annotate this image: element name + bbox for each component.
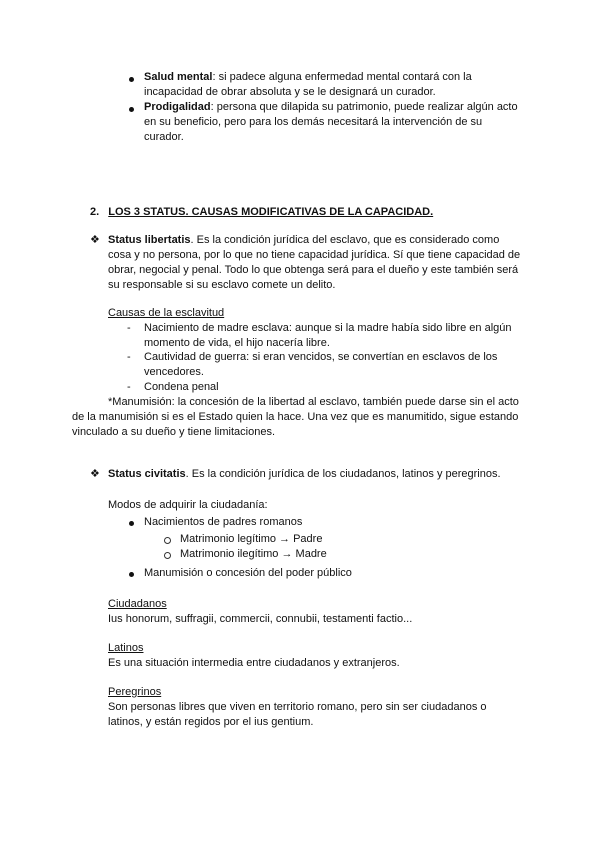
text-line: momento de vida, el hijo nacería libre. xyxy=(144,337,330,349)
text-line: su responsable si su esclavo comete un delito. xyxy=(108,279,336,291)
mode-item: Nacimientos de padres romanos xyxy=(144,516,303,528)
cause-item xyxy=(144,321,512,351)
diamond-bullet-icon: ❖ xyxy=(90,468,100,480)
civitatis-paragraph xyxy=(108,467,501,482)
diamond-bullet-icon: ❖ xyxy=(90,234,100,246)
text-line: vinculado a su dueño y tiene limitaciones. xyxy=(72,426,276,438)
text-line: curador. xyxy=(144,131,184,143)
text-line: Cautividad de guerra: si eran vencidos, se convertían en esclavos de los xyxy=(144,351,498,363)
text-line: . Es la condición jurídica del esclavo, que es considerado como xyxy=(190,234,500,246)
section-number: 2. xyxy=(90,206,100,218)
section-heading xyxy=(90,205,433,220)
section-title: LOS 3 STATUS. CAUSAS MODIFICATIVAS DE LA CAPACIDAD. xyxy=(108,206,434,218)
text-line: *Manumisión: la concesión de la libertad al esclavo, también puede darse sin el acto xyxy=(108,396,519,408)
term: Status civitatis xyxy=(108,468,186,480)
latinos-heading: Latinos xyxy=(108,642,144,654)
bullet-icon xyxy=(129,77,134,82)
text-line: vencedores. xyxy=(144,366,204,378)
bullet-icon xyxy=(129,572,134,577)
mode-item: Manumisión o concesión del poder público xyxy=(144,567,352,579)
text-line: Nacimiento de madre esclava: aunque si la madre había sido libre en algún xyxy=(144,322,512,334)
text-line: cosa y no persona, por lo que no tiene capacidad jurídica. Sí que tiene capacidad de xyxy=(108,249,521,261)
peregrinos-text xyxy=(108,700,487,730)
ring-bullet-icon xyxy=(164,552,171,559)
cause-item xyxy=(144,380,219,395)
text-line: : si padece alguna enfermedad mental contará con la xyxy=(212,71,472,83)
text-line: en su beneficio, pero para los demás necesitará la intervención de su xyxy=(144,116,483,128)
manumision-note xyxy=(72,395,519,440)
text-line: de la manumisión si es el Estado quien la hace. Una vez que es manumitido, sigue estando xyxy=(72,411,519,423)
text-line: . Es la condición jurídica de los ciudadanos, latinos y peregrinos. xyxy=(185,468,501,480)
bullet-icon xyxy=(129,107,134,112)
list-item-prodigalidad xyxy=(144,100,518,145)
modes-heading: Modos de adquirir la ciudadanía: xyxy=(108,499,268,511)
ciudadanos-text: Ius honorum, suffragii, commercii, connubii, testamenti factio... xyxy=(108,613,413,625)
dash-bullet-icon: - xyxy=(127,381,131,393)
dash-bullet-icon: - xyxy=(127,351,131,363)
sub-item: Matrimonio ilegítimo → Madre xyxy=(180,548,327,560)
peregrinos-heading: Peregrinos xyxy=(108,686,162,698)
text-line: Son personas libres que viven en territorio romano, pero sin ser ciudadanos o xyxy=(108,701,487,713)
ring-bullet-icon xyxy=(164,537,171,544)
text-line: Condena penal xyxy=(144,381,219,393)
term: Salud mental xyxy=(144,71,213,83)
bullet-icon xyxy=(129,521,134,526)
cause-item xyxy=(144,350,497,380)
libertatis-paragraph xyxy=(108,233,520,293)
list-item-salud-mental xyxy=(144,70,472,100)
causes-heading: Causas de la esclavitud xyxy=(108,307,225,319)
sub-item: Matrimonio legítimo → Padre xyxy=(180,533,323,545)
text-line: latinos, y están regidos por el ius gentium. xyxy=(108,716,314,728)
text-line: incapacidad de obrar absoluta y se le designará un curador. xyxy=(144,86,436,98)
term: Prodigalidad xyxy=(144,101,211,113)
latinos-text: Es una situación intermedia entre ciudadanos y extranjeros. xyxy=(108,657,400,669)
term: Status libertatis xyxy=(108,234,191,246)
dash-bullet-icon: - xyxy=(127,322,131,334)
text-line: obrar, negocial y penal. Todo lo que obtenga será para el dueño y este también será xyxy=(108,264,519,276)
text-line: : persona que dilapida su patrimonio, puede realizar algún acto xyxy=(210,101,518,113)
ciudadanos-heading: Ciudadanos xyxy=(108,598,167,610)
